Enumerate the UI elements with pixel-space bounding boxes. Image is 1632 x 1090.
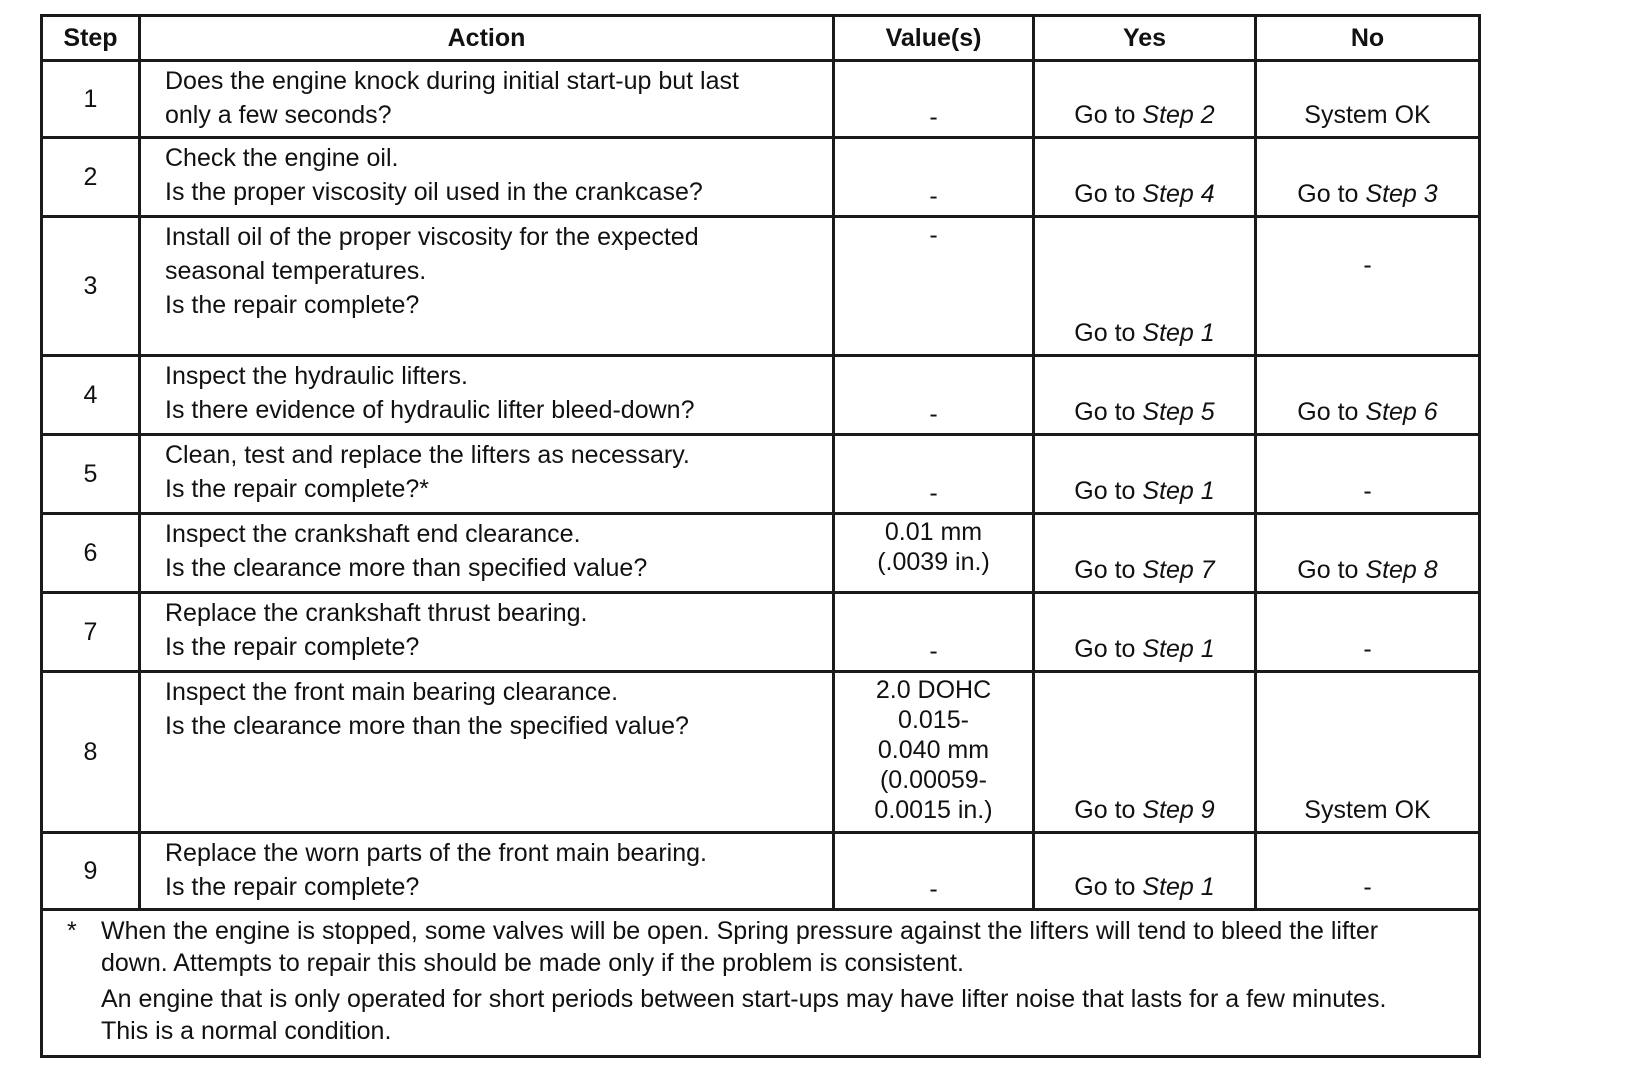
yes-prefix: Go to [1074,873,1136,901]
yes-step-ref: Step 1 [1142,635,1215,663]
yes-step-ref: Step 4 [1142,180,1215,208]
value-line: (0.00059- [879,766,988,794]
no-prefix: - [1363,635,1372,663]
no-prefix: System OK [1304,796,1431,824]
no-step-ref: Step 8 [1365,556,1438,584]
no-cell [1256,138,1480,217]
action-line: Is the clearance more than specified value? [165,554,648,582]
action-cell [140,672,834,833]
table-row [42,356,1480,435]
no-prefix: - [1363,251,1372,279]
action-line: Is the proper viscosity oil used in the crankcase? [165,178,703,206]
yes-prefix: Go to [1074,398,1136,426]
value-line: - [929,182,938,210]
value-line: - [929,103,938,131]
step-number: 1 [42,61,140,138]
yes-step-ref: Step 5 [1142,398,1215,426]
yes-prefix: Go to [1074,635,1136,663]
value-cell [834,514,1034,593]
value-line: - [929,221,938,249]
no-cell [1256,435,1480,514]
yes-step-ref: Step 1 [1142,319,1215,347]
action-line: Inspect the front main bearing clearance. [165,678,619,706]
action-cell [140,514,834,593]
yes-cell [1034,833,1256,910]
value-line: - [929,875,938,903]
yes-cell [1034,356,1256,435]
header-step: Step [42,16,140,61]
action-line: Is the repair complete?* [165,475,430,503]
value-cell [834,672,1034,833]
yes-prefix: Go to [1074,796,1136,824]
action-cell [140,435,834,514]
no-cell [1256,833,1480,910]
no-cell [1256,217,1480,356]
table-row [42,672,1480,833]
value-line: 0.0015 in.) [874,796,993,824]
yes-prefix: Go to [1074,556,1136,584]
value-cell [834,138,1034,217]
header-no: No [1256,16,1480,61]
table-row [42,833,1480,910]
value-line: 0.015- [898,706,969,734]
header-yes: Yes [1034,16,1256,61]
step-number: 9 [42,833,140,910]
value-line: - [929,400,938,428]
no-prefix: Go to [1297,556,1359,584]
table-row [42,593,1480,672]
action-cell [140,593,834,672]
step-number: 6 [42,514,140,593]
value-cell [834,61,1034,138]
footnote-paragraph: When the engine is stopped, some valves will be open. Spring pressure against the lifters will tend to bleed the lifter down. Attempts to repair this should be made only if the problem is consistent. [101,917,1379,977]
step-number: 4 [42,356,140,435]
action-cell [140,833,834,910]
value-line: 2.0 DOHC [875,676,992,704]
no-cell [1256,514,1480,593]
table-row [42,138,1480,217]
action-line: Is there evidence of hydraulic lifter bleed-down? [165,396,695,424]
no-cell [1256,672,1480,833]
header-row [42,16,1480,61]
yes-step-ref: Step 1 [1142,873,1215,901]
action-cell [140,356,834,435]
action-line: Is the clearance more than the specified value? [165,712,689,740]
yes-step-ref: Step 9 [1142,796,1215,824]
value-cell [834,435,1034,514]
no-prefix: Go to [1297,398,1359,426]
footnote-row [42,910,1480,1057]
table-row [42,61,1480,138]
table-row [42,435,1480,514]
action-line: Is the repair complete? [165,291,420,319]
step-number: 3 [42,217,140,356]
diagnostic-table [40,14,1481,1058]
yes-step-ref: Step 2 [1142,101,1215,129]
action-line: seasonal temperatures. [165,257,427,285]
yes-step-ref: Step 1 [1142,477,1215,505]
footnote-body [101,915,1438,1051]
footnote [67,915,1438,1051]
step-number: 5 [42,435,140,514]
yes-cell [1034,61,1256,138]
value-cell [834,833,1034,910]
yes-prefix: Go to [1074,101,1136,129]
action-line: Inspect the hydraulic lifters. [165,362,468,390]
action-line: Is the repair complete? [165,633,420,661]
yes-prefix: Go to [1074,180,1136,208]
no-cell [1256,356,1480,435]
step-number: 2 [42,138,140,217]
table-body [42,61,1480,1057]
footnote-marker: * [67,917,77,945]
yes-cell [1034,593,1256,672]
no-prefix: - [1363,873,1372,901]
no-prefix: Go to [1297,180,1359,208]
action-cell [140,217,834,356]
no-cell [1256,61,1480,138]
yes-prefix: Go to [1074,477,1136,505]
action-line: Check the engine oil. [165,144,399,172]
action-line: Does the engine knock during initial start-up but last [165,67,739,95]
no-cell [1256,593,1480,672]
value-line: - [929,479,938,507]
yes-cell [1034,672,1256,833]
no-step-ref: Step 6 [1365,398,1438,426]
yes-cell [1034,514,1256,593]
action-line: Inspect the crankshaft end clearance. [165,520,581,548]
no-step-ref: Step 3 [1365,180,1438,208]
value-line: 0.01 mm [884,518,983,546]
yes-step-ref: Step 7 [1142,556,1215,584]
header-action: Action [140,16,834,61]
footnote-cell [42,910,1480,1057]
diagnostic-table-sheet [40,14,1478,1058]
footnote-paragraph: An engine that is only operated for short periods between start-ups may have lifter noise that lasts for a few minutes. This is a normal condition. [101,985,1387,1045]
yes-cell [1034,217,1256,356]
action-cell [140,61,834,138]
value-line: 0.040 mm [877,736,990,764]
value-line: (.0039 in.) [877,548,990,576]
value-cell [834,593,1034,672]
action-line: Replace the crankshaft thrust bearing. [165,599,588,627]
table-row [42,514,1480,593]
table-row [42,217,1480,356]
yes-prefix: Go to [1074,319,1136,347]
step-number: 8 [42,672,140,833]
value-cell [834,217,1034,356]
action-line: Replace the worn parts of the front main bearing. [165,839,707,867]
value-line: - [929,637,938,665]
action-line: Is the repair complete? [165,873,420,901]
step-number: 7 [42,593,140,672]
no-prefix: System OK [1304,101,1431,129]
action-line: Clean, test and replace the lifters as necessary. [165,441,690,469]
header-values: Value(s) [834,16,1034,61]
no-prefix: - [1363,477,1372,505]
action-cell [140,138,834,217]
value-cell [834,356,1034,435]
yes-cell [1034,138,1256,217]
action-line: Install oil of the proper viscosity for the expected [165,223,699,251]
action-line: only a few seconds? [165,101,392,129]
yes-cell [1034,435,1256,514]
